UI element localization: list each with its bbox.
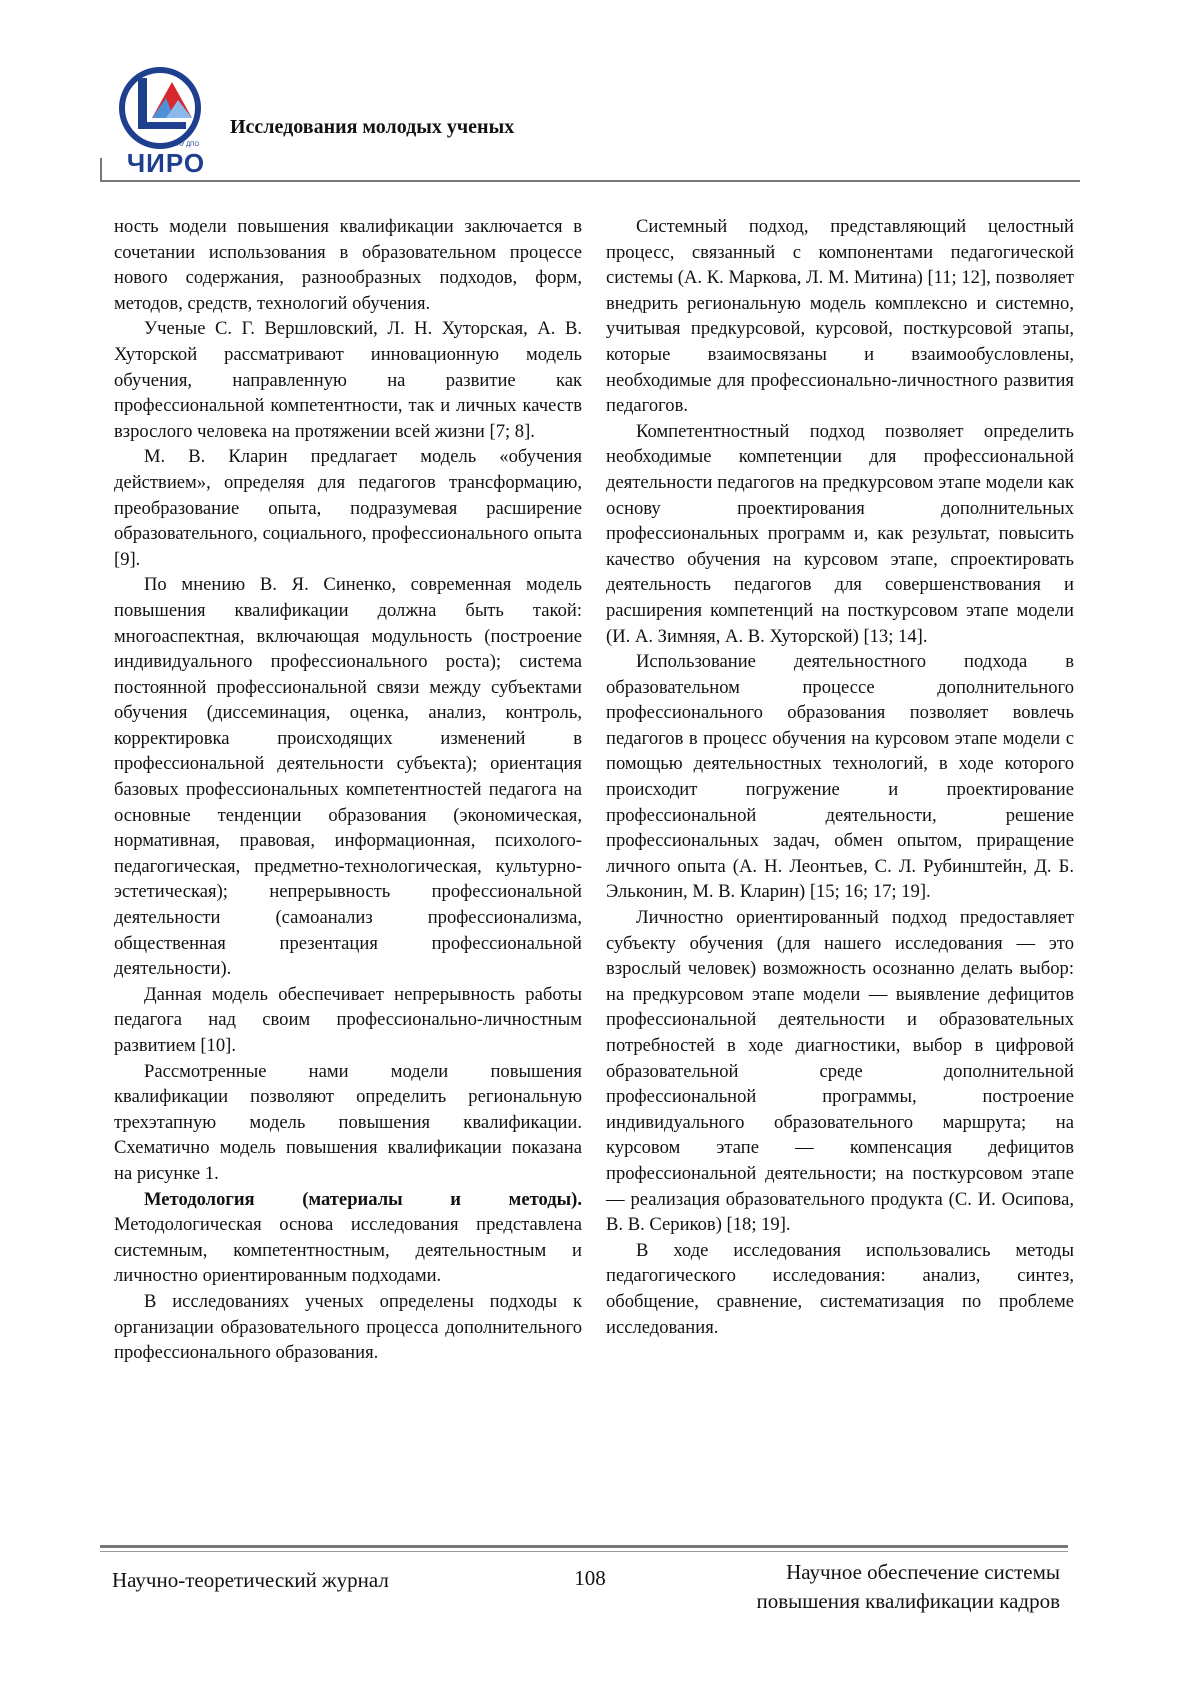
footer-divider-thin bbox=[100, 1551, 1068, 1552]
paragraph: В исследованиях ученых определены подходы к организации образовательного процесса дополнительного профессионального образования. bbox=[114, 1290, 582, 1364]
paragraph: Личностно ориентированный подход предоставляет субъекту обучения (для нашего исследования — это взрослый человек) возможность осознанно делать выбор: на предкурсовом этапе модели — выявление дефицитов профессиональной деятельности и образовательных потребностей в ходе диагностики, выбор в цифровой образовательной среде дополнительной профессиональной программы, построение индивидуального образовательного маршрута; на курсовом этапе — компенсация дефицитов профессиональной деятельности; на посткурсовом этапе — реализация образовательного продукта (С. И. Осипова, В. В. Сериков) [18; 19]. bbox=[606, 907, 1074, 1236]
header-divider-stub bbox=[100, 158, 102, 180]
paragraph: В ходе исследования использовались методы педагогического исследования: анализ, синтез, обобщение, сравнение, систематизация по проблеме исследования. bbox=[606, 1239, 1074, 1338]
methodology-paragraph bbox=[114, 1187, 582, 1289]
left-column bbox=[114, 214, 582, 1366]
paragraph: Ученые С. Г. Вершловский, Л. Н. Хуторская, А. В. Хуторской рассматривают инновационную модель обучения, направленную на развитие как профессиональной компетентности, так и личных качеств взрослого человека на протяжении всей жизни [7; 8]. bbox=[114, 318, 582, 442]
logo-text: ЧИРО bbox=[126, 148, 206, 178]
header-divider bbox=[100, 180, 1080, 182]
footer-journal-type: Научно-теоретический журнал bbox=[112, 1568, 389, 1592]
paragraph: М. В. Кларин предлагает модель «обучения действием», определяя для педагогов трансформацию, преобразование опыта, подразумевая расширение образовательного, социального, профессионального опыта [9]. bbox=[114, 446, 582, 570]
right-column bbox=[606, 214, 1074, 1340]
paragraph: Рассмотренные нами модели повышения квалификации позволяют определить региональную трехэтапную модель повышения квалификации. Схематично модель повышения квалификации показана на рисунке 1. bbox=[114, 1060, 582, 1184]
paragraph: По мнению В. Я. Синенко, современная модель повышения квалификации должна быть такой: многоаспектная, включающая модульность (построение индивидуального профессионального роста); система постоянной профессиональной связи между субъектами обучения (диссеминация, оценка, анализ, контроль, корректировка происходящих изменений в профессиональной деятельности субъекта); ориентация базовых профессиональных компетентностей педагога на основные тенденции образования (экономическая, нормативная, правовая, информационная, психолого-педагогическая, предметно-технологическая, культурно-эстетическая); непрерывность профессиональной деятельности (самоанализ профессионализма, общественная презентация профессиональной деятельности). bbox=[114, 574, 582, 980]
chiro-logo-icon bbox=[116, 64, 210, 150]
methodology-heading: Методология (материалы и методы). bbox=[144, 1188, 582, 1210]
paragraph: Использование деятельностного подхода в образовательном процессе дополнительного профессионального образования позволяет вовлечь педагогов в процесс обучения на курсовом этапе модели с помощью деятельностных технологий, в ходе которого происходит погружение и проектирование профессиональной деятельности, решение профессиональных задач, обмен опытом, приращение личного опыта (А. Н. Леонтьев, С. Л. Рубинштейн, Д. Б. Эльконин, М. В. Кларин) [15; 16; 17; 19]. bbox=[606, 651, 1074, 903]
chiro-logo bbox=[116, 64, 210, 178]
page-number: 108 bbox=[574, 1566, 606, 1590]
page-header bbox=[110, 62, 1080, 182]
methodology-text: Методологическая основа исследования представлена системным, компетентностным, деятельностным и личностно ориентированным подходами. bbox=[114, 1214, 582, 1287]
paragraph: Компетентностный подход позволяет определить необходимые компетенции для профессиональной деятельности педагогов на предкурсовом этапе модели как основу проектирования дополнительных профессиональных программ и, как результат, повысить качество обучения на курсовом этапе, спроектировать деятельность педагогов для совершенствования и расширения компетенций на посткурсовом этапе модели (И. А. Зимняя, А. В. Хуторской) [13; 14]. bbox=[606, 420, 1074, 647]
footer-journal-title-line2: повышения квалификации кадров bbox=[756, 1589, 1060, 1613]
footer-divider bbox=[100, 1545, 1068, 1548]
footer-journal-title bbox=[660, 1558, 1060, 1616]
paragraph: Данная модель обеспечивает непрерывность работы педагога над своим профессионально-личностным развитием [10]. bbox=[114, 983, 582, 1056]
footer-journal-title-line1: Научное обеспечение системы bbox=[786, 1560, 1060, 1584]
paragraph: ность модели повышения квалификации заключается в сочетании использования в образовательном процессе нового содержания, разнообразных подходов, форм, методов, средств, технологий обучения. bbox=[114, 216, 582, 314]
section-title: Исследования молодых ученых bbox=[230, 116, 515, 138]
paragraph: Системный подход, представляющий целостный процесс, связанный с компонентами педагогической системы (А. К. Маркова, Л. М. Митина) [11; 12], позволяет внедрить региональную модель комплексно и системно, учитывая предкурсовой, курсовой, посткурсовой этапы, которые взаимосвязаны и взаимообусловлены, необходимые для профессионально-личностного развития педагогов. bbox=[606, 216, 1074, 417]
logo-subtext: ГАУ ДПО bbox=[174, 142, 200, 148]
